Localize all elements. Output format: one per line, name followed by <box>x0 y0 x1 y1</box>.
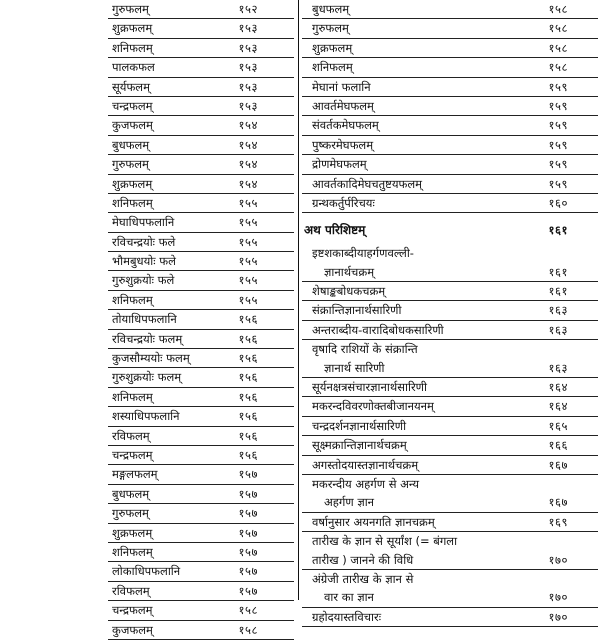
entry-title: शनिफलम् <box>112 544 153 559</box>
index-entry-row <box>302 175 598 194</box>
page-number: १६५ <box>548 418 568 433</box>
entry-title: शनिफलम् <box>312 60 353 75</box>
entry-title: कुजफलम् <box>112 118 153 133</box>
entry-title: गुरुफलम् <box>112 157 149 172</box>
page-number: १६३ <box>548 322 568 337</box>
page-number: १५४ <box>238 157 258 172</box>
index-entry-row <box>108 582 294 601</box>
index-entry-row <box>108 19 294 38</box>
entry-title: सूर्यनक्षत्रसंचारज्ञानार्थसारिणी <box>312 380 427 395</box>
entry-title: अंग्रेजी तारीख के ज्ञान से <box>312 571 414 586</box>
entry-title: तारीख के ज्ञान से सूर्यांश (= बंगला <box>312 534 458 549</box>
entry-title: इष्टशकाब्दीयाहर्गणवल्ली- <box>312 246 414 261</box>
entry-title: संक्रान्तिज्ञानार्थसारिणी <box>312 303 402 318</box>
page-number: १५९ <box>548 176 568 191</box>
index-entry-row <box>302 493 598 512</box>
index-entry-row <box>108 155 294 174</box>
index-entry-row <box>108 310 294 329</box>
index-entry-row <box>108 621 294 640</box>
entry-title: चन्द्रफलम् <box>112 603 153 618</box>
page-number: १६० <box>548 195 568 210</box>
entry-title: अगस्तोदयास्तज्ञानार्थचक्रम् <box>312 457 419 472</box>
entry-title: तोयाधिपफलानि <box>112 312 177 327</box>
index-entry-row <box>302 456 598 475</box>
index-entry-row <box>108 233 294 252</box>
entry-title: अथ परिशिष्टम् <box>304 223 366 238</box>
entry-title: वर्षानुसार अयनगति ज्ञानचक्रम् <box>312 514 435 529</box>
index-entry-row <box>108 388 294 407</box>
index-entry-row <box>108 0 294 19</box>
index-entry-row <box>302 417 598 436</box>
column-divider <box>298 0 299 600</box>
index-entry-row <box>108 349 294 368</box>
page-number: १५५ <box>238 234 258 249</box>
page-number: १५३ <box>238 98 258 113</box>
index-entry-row <box>302 136 598 155</box>
entry-title: बुधफलम् <box>112 486 150 501</box>
index-entry-row <box>302 397 598 416</box>
index-column-right <box>302 0 598 627</box>
index-entry-row <box>302 321 598 340</box>
index-entry-row <box>302 436 598 455</box>
entry-title: सूक्ष्मक्रान्तिज्ञानार्थचक्रम् <box>312 438 407 453</box>
page-number: १६७ <box>548 495 568 510</box>
index-entry-row <box>302 513 598 532</box>
entry-title: गुरुफलम् <box>112 506 149 521</box>
entry-title: शनिफलम् <box>112 389 153 404</box>
index-entry-row <box>302 608 598 627</box>
page-number: १७० <box>548 609 568 624</box>
entry-title: ग्रहोदयास्तविचारः <box>312 609 382 624</box>
page-number: १५६ <box>238 389 258 404</box>
index-entry-row <box>108 407 294 426</box>
page-number: १५८ <box>548 60 568 75</box>
page-number: १६४ <box>548 399 568 414</box>
entry-title: भौमबुधयोः फले <box>112 254 176 269</box>
page-number: १५८ <box>548 40 568 55</box>
entry-title: द्रोणमेघफलम् <box>312 157 367 172</box>
index-entry-row <box>302 475 598 493</box>
index-entry-row <box>108 330 294 349</box>
entry-title: रविचन्द्रयोः फले <box>112 234 176 249</box>
index-entry-row <box>302 301 598 320</box>
index-entry-row <box>302 19 598 38</box>
entry-title: वृषादि राशियों के संक्रान्ति <box>312 342 418 357</box>
entry-title: संवर्तकमेघफलम् <box>312 118 379 133</box>
index-entry-row <box>302 588 598 607</box>
page-number: १५६ <box>238 428 258 443</box>
page-number: १५६ <box>238 331 258 346</box>
page-number: १५४ <box>238 176 258 191</box>
page-number: १५६ <box>238 409 258 424</box>
page-number: १५६ <box>238 351 258 366</box>
index-entry-row <box>108 194 294 213</box>
page-number: १६७ <box>548 457 568 472</box>
entry-title: शनिफलम् <box>112 40 153 55</box>
index-entry-row <box>108 524 294 543</box>
entry-title: अन्तराब्दीय-वारादिबोधकसारिणी <box>312 322 444 337</box>
page-number: १५५ <box>238 195 258 210</box>
index-entry-row <box>302 78 598 97</box>
index-entry-row <box>302 282 598 301</box>
index-entry-row <box>302 0 598 19</box>
index-entry-row <box>302 359 598 378</box>
entry-title: आवर्तकादिमेघचतुष्टयफलम् <box>312 176 423 191</box>
entry-title: शुक्रफलम् <box>112 525 153 540</box>
page-number: १७० <box>548 590 568 605</box>
entry-title: रविफलम् <box>112 428 150 443</box>
entry-title: शेषाङ्कबोधकचक्रम् <box>312 284 386 299</box>
entry-title: गुरुफलम् <box>312 21 349 36</box>
page-number: १५९ <box>548 98 568 113</box>
index-entry-row <box>302 58 598 77</box>
index-entry-row <box>302 570 598 588</box>
index-entry-row <box>302 155 598 174</box>
entry-title: मेघानां फलानि <box>312 79 371 94</box>
page-number: १५६ <box>238 370 258 385</box>
page-number: १६१ <box>548 264 568 279</box>
page-number: १५५ <box>238 292 258 307</box>
entry-title: गुरुशुक्रयोः फले <box>112 273 175 288</box>
index-entry-row <box>108 136 294 155</box>
index-entry-row <box>108 562 294 581</box>
page-number: १५६ <box>238 312 258 327</box>
page-number: १५७ <box>238 583 258 598</box>
entry-title: पालकफल <box>112 60 155 75</box>
entry-title: मकरन्दीय अहर्गण से अन्य <box>312 476 419 491</box>
page-number: १५४ <box>238 137 258 152</box>
index-entry-row <box>302 340 598 358</box>
index-entry-row <box>108 78 294 97</box>
entry-title: आवर्तमेघफलम् <box>312 98 374 113</box>
page-number: १५५ <box>238 273 258 288</box>
section-heading-row <box>302 213 598 244</box>
page-number: १५७ <box>238 506 258 521</box>
index-entry-row <box>108 485 294 504</box>
index-entry-row <box>108 213 294 232</box>
index-entry-row <box>302 194 598 213</box>
entry-title: मकरन्दविवरणोक्तबीजानयनम् <box>312 399 434 414</box>
page-number: १६१ <box>548 223 568 238</box>
entry-title: ज्ञानार्थ सारिणी <box>324 360 385 375</box>
entry-title: शुक्रफलम् <box>112 176 153 191</box>
entry-title: चन्द्रफलम् <box>112 98 153 113</box>
page-number: १५९ <box>548 137 568 152</box>
page-number: १६६ <box>548 438 568 453</box>
entry-title: ज्ञानार्थचक्रम् <box>324 264 375 279</box>
page-number: १५८ <box>548 21 568 36</box>
page-number: १५७ <box>238 525 258 540</box>
index-entry-row <box>302 551 598 570</box>
page-number: १५९ <box>548 157 568 172</box>
entry-title: चन्द्रफलम् <box>112 447 153 462</box>
page-number: १६९ <box>548 514 568 529</box>
page-number: १५७ <box>238 467 258 482</box>
page-number: १५८ <box>238 603 258 618</box>
page-number: १५७ <box>238 564 258 579</box>
page-number: १७० <box>548 552 568 567</box>
entry-title: पुष्करमेघफलम् <box>312 137 374 152</box>
page-number: १५३ <box>238 40 258 55</box>
entry-title: शनिफलम् <box>112 292 153 307</box>
page-number: १५९ <box>548 79 568 94</box>
entry-title: शुक्रफलम् <box>112 21 153 36</box>
page-number: १६३ <box>548 303 568 318</box>
entry-title: शुक्रफलम् <box>312 40 353 55</box>
page-number: १५४ <box>238 118 258 133</box>
index-entry-row <box>108 601 294 620</box>
page-number: १५५ <box>238 254 258 269</box>
page-number: १५२ <box>238 2 258 16</box>
index-column-left <box>108 0 294 640</box>
page-number: १६१ <box>548 284 568 299</box>
index-entry-row <box>302 116 598 135</box>
index-entry-row <box>108 504 294 523</box>
page-number: १६४ <box>548 380 568 395</box>
entry-title: बुधफलम् <box>112 137 150 152</box>
entry-title: ग्रन्थकर्तुर्परिचयः <box>312 195 375 210</box>
index-entry-row <box>108 39 294 58</box>
page-number: १६३ <box>548 360 568 375</box>
index-entry-row <box>302 263 598 282</box>
entry-title: तारीख ) जानने की विधि <box>312 552 414 567</box>
index-entry-row <box>108 291 294 310</box>
index-entry-row <box>108 543 294 562</box>
index-entry-row <box>108 252 294 271</box>
entry-title: रविफलम् <box>112 583 150 598</box>
entry-title: चन्द्रदर्शनज्ञानार्थसारिणी <box>312 418 407 433</box>
index-entry-row <box>302 244 598 262</box>
index-entry-row <box>108 271 294 290</box>
entry-title: गुरुशुक्रयोः फलम् <box>112 370 182 385</box>
entry-title: शनिफलम् <box>112 195 153 210</box>
entry-title: लोकाधिपफलानि <box>112 564 181 579</box>
page-number: १५३ <box>238 21 258 36</box>
page-number: १५८ <box>548 2 568 16</box>
index-entry-row <box>108 427 294 446</box>
entry-title: मङ्गलफलम् <box>112 467 158 482</box>
index-entry-row <box>302 97 598 116</box>
page-number: १५५ <box>238 215 258 230</box>
page-number: १५३ <box>238 60 258 75</box>
entry-title: सूर्यफलम् <box>112 79 150 94</box>
entry-title: गुरुफलम् <box>112 2 149 16</box>
entry-title: कुजफलम् <box>112 622 153 637</box>
index-entry-row <box>108 97 294 116</box>
page-number: १५८ <box>238 622 258 637</box>
entry-title: वार का ज्ञान <box>324 590 374 605</box>
page-number: १५३ <box>238 79 258 94</box>
index-entry-row <box>108 446 294 465</box>
index-entry-row <box>302 39 598 58</box>
entry-title: मेघाधिपफलानि <box>112 215 175 230</box>
entry-title: कुजसौम्ययोः फलम् <box>112 351 190 366</box>
index-entry-row <box>108 465 294 484</box>
page-number: १५७ <box>238 544 258 559</box>
page-number: १५७ <box>238 486 258 501</box>
index-entry-row <box>108 175 294 194</box>
page-number: १५६ <box>238 447 258 462</box>
entry-title: बुधफलम् <box>312 2 350 16</box>
entry-title: अहर्गण ज्ञान <box>324 495 375 510</box>
index-entry-row <box>302 378 598 397</box>
entry-title: रविचन्द्रयोः फलम् <box>112 331 183 346</box>
index-entry-row <box>108 116 294 135</box>
entry-title: शस्याधिपफलानि <box>112 409 180 424</box>
page-number: १५९ <box>548 118 568 133</box>
index-entry-row <box>108 58 294 77</box>
index-entry-row <box>108 368 294 387</box>
index-entry-row <box>302 532 598 550</box>
